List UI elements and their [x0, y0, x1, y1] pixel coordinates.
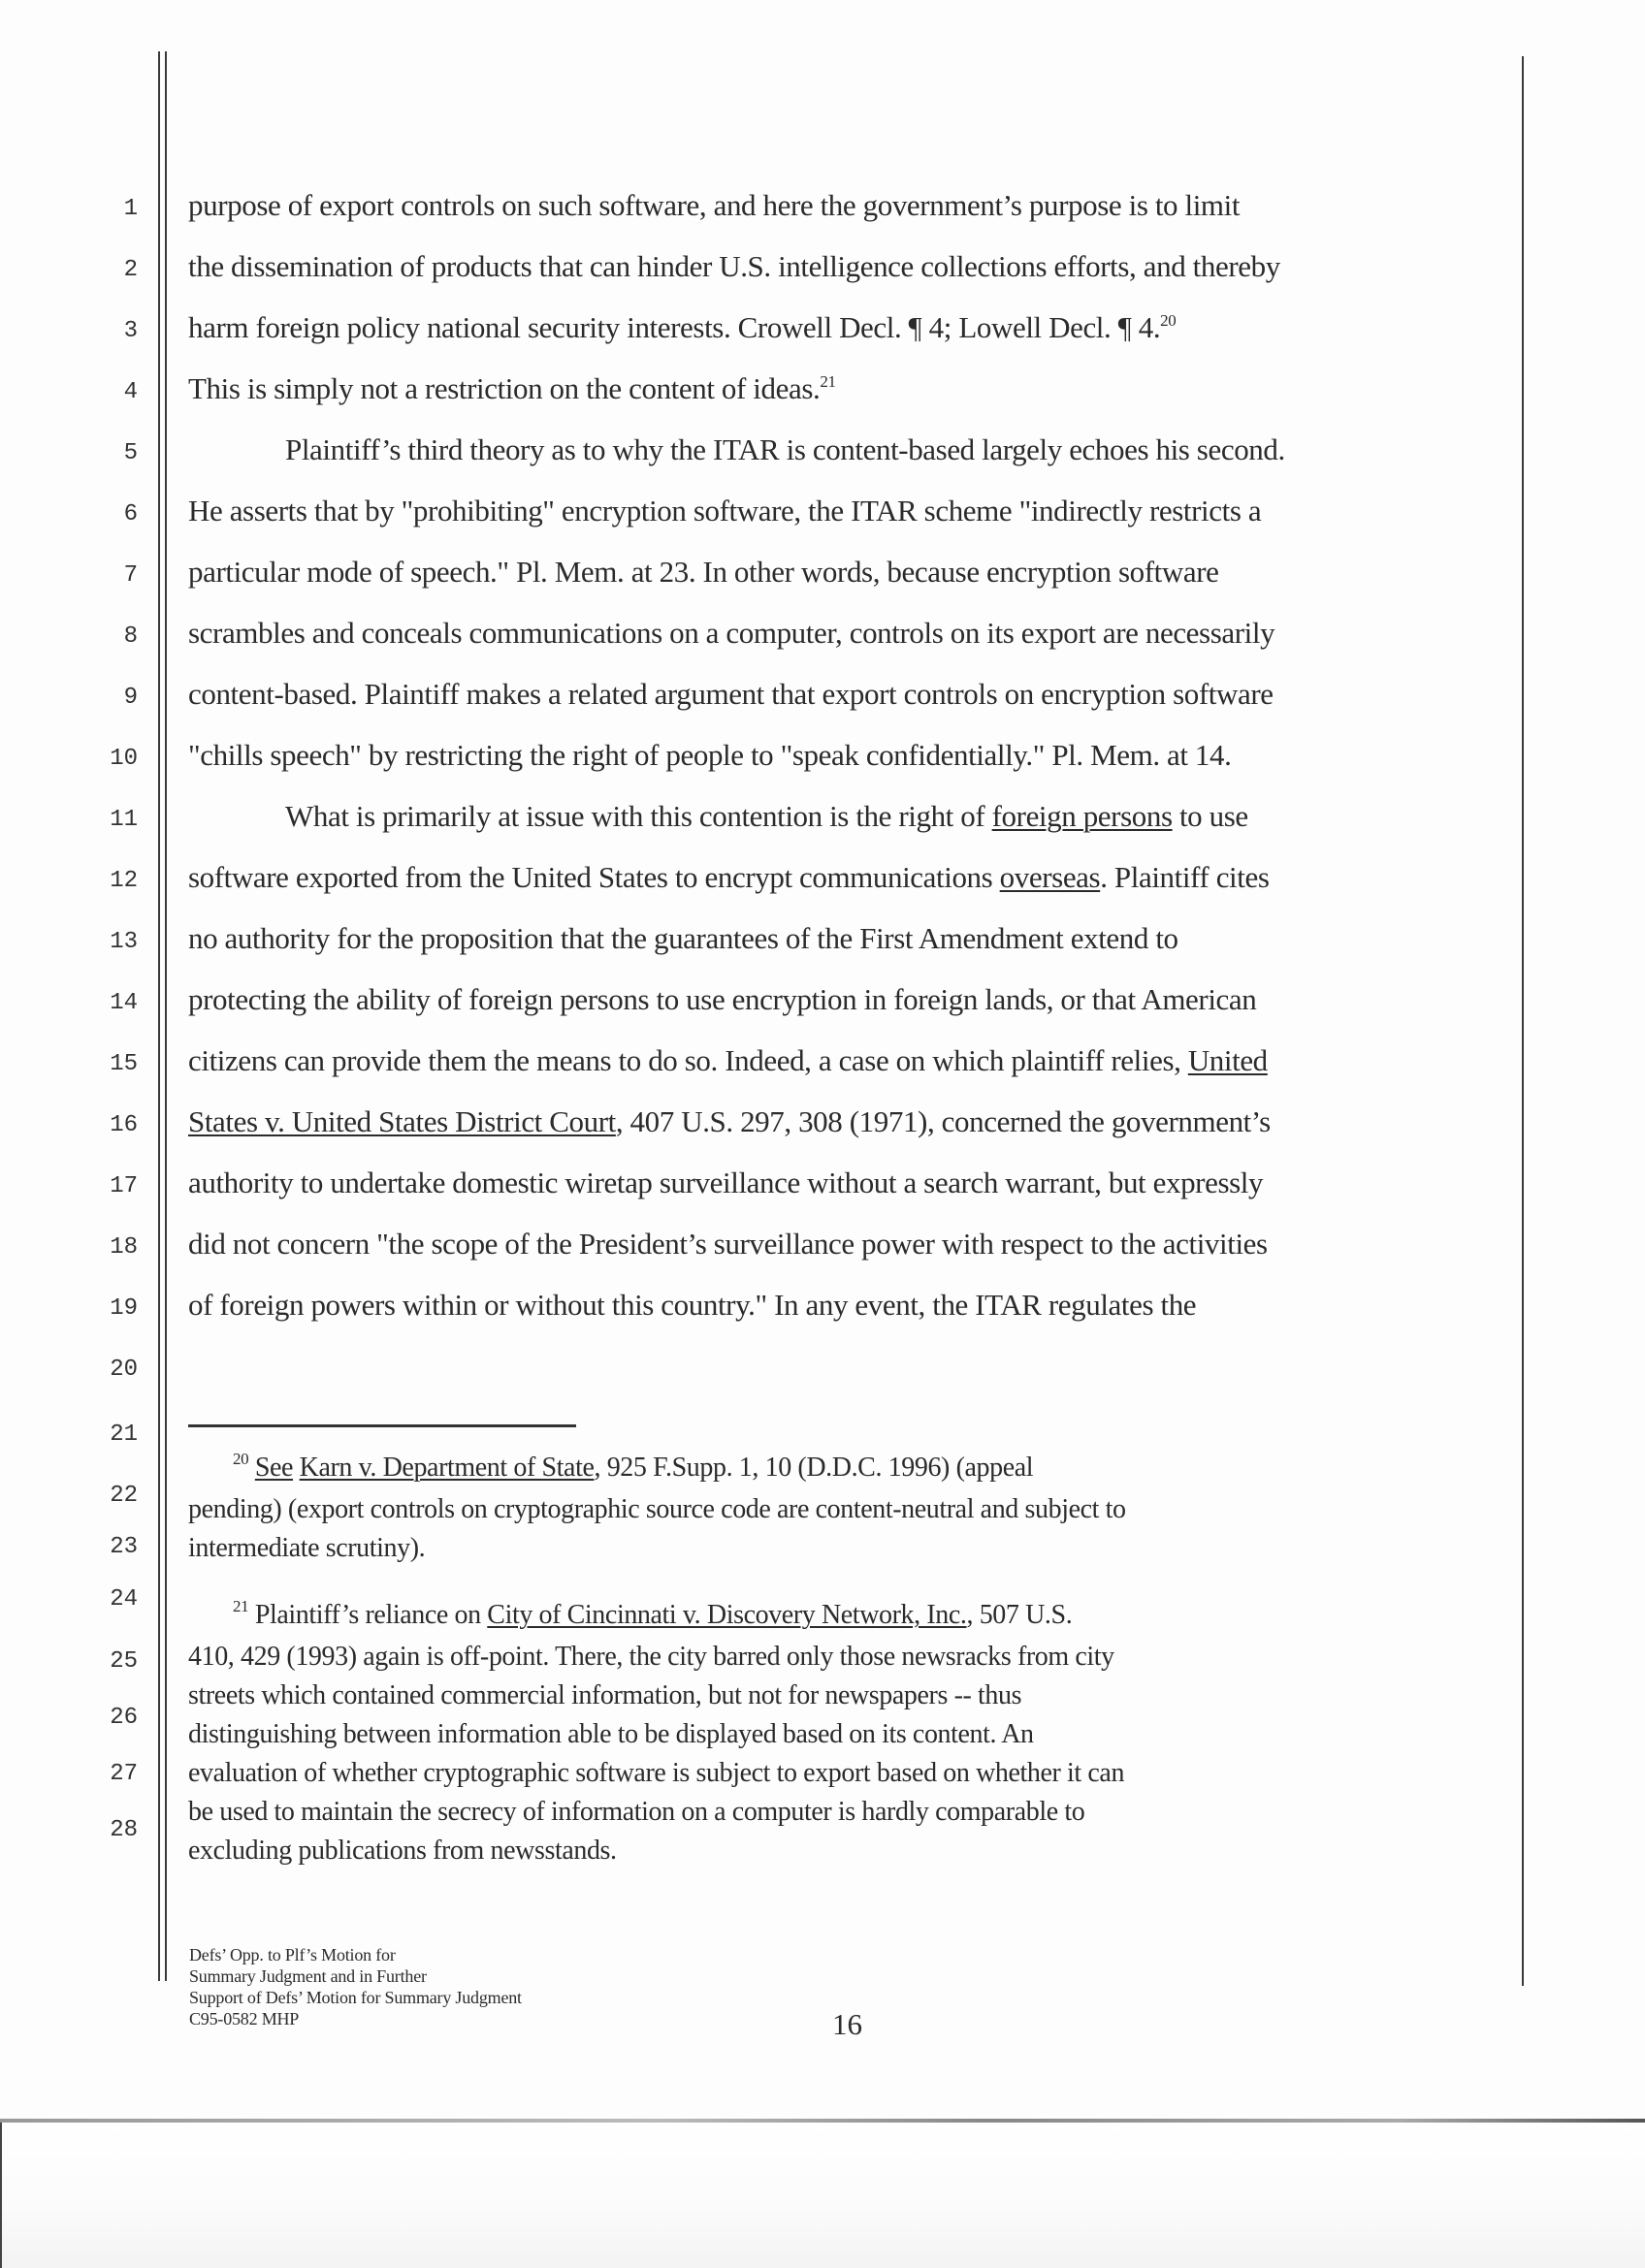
line-number: 24: [110, 1586, 138, 1613]
citation-text: States v. United States District Court: [188, 1104, 616, 1138]
footer-caption: [189, 1944, 522, 2029]
text-segment: distinguishing between information able to be displayed based on its content. An: [188, 1719, 1034, 1749]
text-segment: This is simply not a restriction on the content of ideas.: [188, 371, 821, 405]
text-segment: intermediate scrutiny).: [188, 1533, 426, 1563]
body-line: [188, 677, 1274, 712]
footnote-line: [188, 1494, 1126, 1525]
text-segment: 410, 429 (1993) again is off-point. There, the city barred only those newsracks from city: [188, 1642, 1114, 1672]
body-line: [188, 921, 1178, 956]
text-segment: "chills speech" by restricting the right of people to "speak confidentially." Pl. Mem. at 14.: [188, 738, 1232, 772]
text-segment: What is primarily at issue with this contention is the right of: [285, 799, 992, 833]
text-segment: of foreign powers within or without this country." In any event, the ITAR regulates the: [188, 1288, 1197, 1322]
footnote-ref: 20: [1160, 311, 1177, 330]
citation-text: United: [1187, 1043, 1268, 1077]
line-number: 26: [110, 1705, 138, 1731]
footnote-line: [188, 1719, 1034, 1750]
body-line: [188, 249, 1280, 284]
body-line: [188, 371, 836, 406]
scan-background: [0, 2123, 1645, 2268]
line-number: 20: [110, 1357, 138, 1383]
text-segment: harm foreign policy national security interests. Crowell Decl. ¶ 4; Lowell Decl. ¶ 4.: [188, 310, 1161, 344]
body-line: [188, 738, 1232, 773]
citation-text: City of Cincinnati v. Discovery Network, Inc.: [487, 1600, 967, 1630]
footer-caption-line: Defs’ Opp. to Plf’s Motion for: [189, 1945, 396, 1965]
text-segment: evaluation of whether cryptographic software is subject to export based on whether it can: [188, 1758, 1125, 1788]
text-segment: purpose of export controls on such software, and here the government’s purpose is to limit: [188, 188, 1241, 222]
line-number: 7: [123, 562, 138, 589]
footnote-line: [188, 1642, 1114, 1673]
line-number: 9: [123, 685, 138, 711]
body-line: [285, 432, 1285, 467]
body-line: [188, 1227, 1268, 1262]
text-segment: be used to maintain the secrecy of information on a computer is hardly comparable to: [188, 1797, 1085, 1827]
citation-text: foreign persons: [991, 799, 1173, 833]
text-segment: citizens can provide them the means to do so. Indeed, a case on which plaintiff relies,: [188, 1043, 1188, 1077]
line-number: 15: [110, 1051, 138, 1077]
text-segment: , 925 F.Supp. 1, 10 (D.D.C. 1996) (appeal: [594, 1453, 1034, 1483]
text-segment: He asserts that by "prohibiting" encryption software, the ITAR scheme "indirectly restricts a: [188, 494, 1262, 527]
footnote-ref: 21: [820, 372, 836, 391]
line-number: 11: [110, 807, 138, 833]
body-line: [188, 310, 1176, 345]
line-number: 6: [123, 501, 138, 527]
page-number: 16: [832, 2007, 862, 2041]
text-segment: pending) (export controls on cryptographic source code are content-neutral and subject to: [188, 1494, 1126, 1524]
footnote-number: 20: [233, 1450, 249, 1468]
footnote-separator: [188, 1424, 576, 1427]
footer-caption-line: Summary Judgment and in Further: [189, 1966, 427, 1986]
footnote-line: [188, 1533, 425, 1564]
text-segment: . Plaintiff cites: [1100, 860, 1270, 894]
text-segment: authority to undertake domestic wiretap surveillance without a search warrant, but expressly: [188, 1166, 1264, 1199]
body-line: [188, 188, 1240, 223]
text-segment: excluding publications from newsstands.: [188, 1836, 617, 1866]
footnote-line: [188, 1797, 1084, 1828]
text-segment: the dissemination of products that can hinder U.S. intelligence collections efforts, and thereby: [188, 249, 1280, 283]
footnote-line: [188, 1680, 1021, 1711]
text-segment: did not concern "the scope of the President’s surveillance power with respect to the activities: [188, 1227, 1268, 1261]
footnote-line: [233, 1597, 1073, 1631]
line-number: 5: [123, 440, 138, 466]
line-number: 13: [110, 929, 138, 955]
text-segment: particular mode of speech." Pl. Mem. at 23. In other words, because encryption software: [188, 555, 1219, 589]
text-segment: Plaintiff’s third theory as to why the ITAR is content-based largely echoes his second.: [285, 432, 1285, 466]
line-number: 2: [123, 257, 138, 283]
left-margin-rule: [158, 51, 160, 1981]
line-number: 17: [110, 1173, 138, 1199]
line-number: 1: [123, 196, 138, 222]
line-number: 10: [110, 746, 138, 772]
line-number: 23: [110, 1534, 138, 1560]
line-number: 4: [123, 379, 138, 405]
text-segment: content-based. Plaintiff makes a related argument that export controls on encryption software: [188, 677, 1274, 711]
line-number: 12: [110, 868, 138, 894]
line-number: 19: [110, 1295, 138, 1322]
text-segment: streets which contained commercial information, but not for newspapers -- thus: [188, 1680, 1022, 1710]
text-segment: [293, 1453, 300, 1483]
body-line: [188, 555, 1219, 590]
line-number: 16: [110, 1112, 138, 1138]
line-number: 25: [110, 1648, 138, 1675]
left-margin-rule-inner: [165, 51, 167, 1981]
citation-text: overseas: [999, 860, 1101, 894]
body-line: [188, 982, 1256, 1017]
footnote-number: 21: [233, 1597, 249, 1615]
text-segment: , 407 U.S. 297, 308 (1971), concerned the government’s: [615, 1104, 1271, 1138]
footnote-line: [188, 1836, 617, 1867]
line-number: 21: [110, 1421, 138, 1448]
body-line: [188, 1104, 1271, 1139]
line-number: 18: [110, 1234, 138, 1261]
footer-caption-line: Support of Defs’ Motion for Summary Judgment: [189, 1988, 522, 2007]
body-line: [188, 860, 1270, 895]
body-line: [188, 1288, 1196, 1323]
body-line: [285, 799, 1248, 834]
text-segment: , 507 U.S.: [966, 1600, 1073, 1630]
line-number: 3: [123, 318, 138, 344]
body-line: [188, 494, 1261, 528]
footnote-line: [188, 1758, 1124, 1789]
body-line: [188, 1043, 1268, 1078]
body-line: [188, 1166, 1263, 1200]
line-number: 8: [123, 623, 138, 650]
footnote-line: [233, 1450, 1034, 1484]
line-number: 27: [110, 1761, 138, 1787]
text-segment: to use: [1172, 799, 1248, 833]
line-number: 14: [110, 990, 138, 1016]
body-line: [188, 616, 1274, 651]
line-number: 28: [110, 1817, 138, 1843]
text-segment: no authority for the proposition that the guarantees of the First Amendment extend to: [188, 921, 1178, 955]
text-segment: protecting the ability of foreign persons to use encryption in foreign lands, or that American: [188, 982, 1257, 1016]
citation-text: Karn v. Department of State: [299, 1453, 595, 1483]
line-number: 22: [110, 1483, 138, 1509]
citation-text: See: [254, 1453, 294, 1483]
text-segment: Plaintiff’s reliance on: [254, 1600, 488, 1630]
text-segment: scrambles and conceals communications on a computer, controls on its export are necessarily: [188, 616, 1275, 650]
text-segment: software exported from the United States to encrypt communications: [188, 860, 1000, 894]
footer-caption-line: C95-0582 MHP: [189, 2009, 300, 2028]
right-margin-rule: [1522, 56, 1524, 1986]
